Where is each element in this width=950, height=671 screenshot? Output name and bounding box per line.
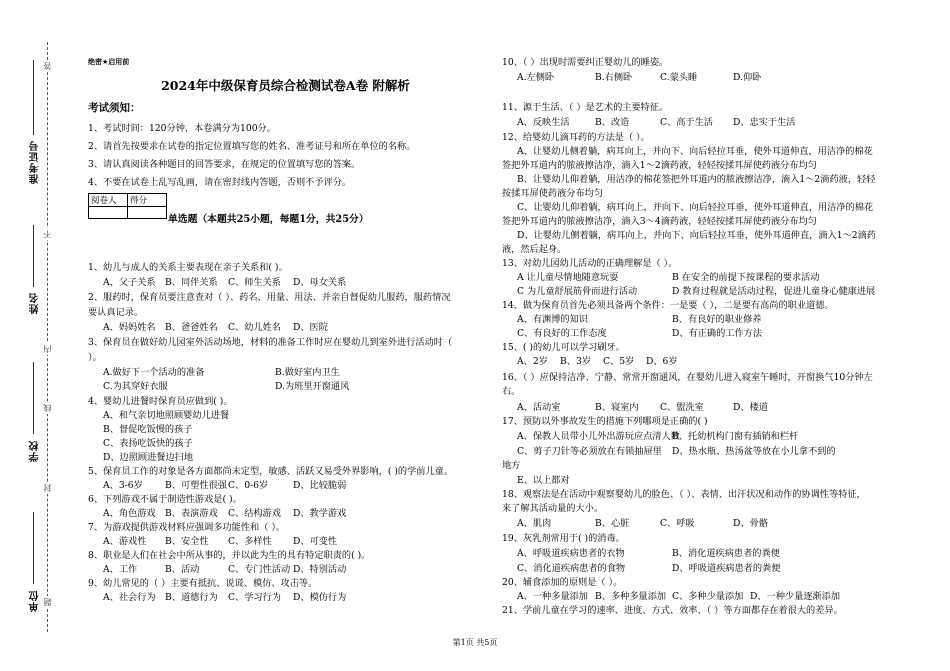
answer-option: D、热水瓶、热汤盆等放在小儿拿不到的 xyxy=(672,446,836,457)
answer-option: C、呼吸 xyxy=(660,518,695,529)
question-text: 签把外耳道内的脓液擦洁净，滴入3～4滴药液，轻轻按揉耳屏使药液分布均匀 xyxy=(502,216,817,227)
question-text: 要认真记录。 xyxy=(88,307,144,318)
answer-option: D、教学游戏 xyxy=(293,508,347,519)
answer-option: B、3岁 xyxy=(560,356,591,367)
question-text: 20、辅食添加的原则是（ ）。 xyxy=(502,577,623,588)
question-text: 5、保育员工作的对象是各方面都尚未定型，敏感、活跃又易受外界影响，( )的学前儿童。 xyxy=(88,466,454,477)
seal-word: 题 xyxy=(43,598,52,606)
answer-option: C、表扬吃饭快的孩子 xyxy=(103,438,193,449)
answer-option: A、呼吸道疾病患者的衣物 xyxy=(517,548,625,559)
question-text: 液，然后起身。 xyxy=(502,244,567,255)
question-text: 12、给婴幼儿滴耳药的方法是（ ）。 xyxy=(502,132,650,143)
confidential-mark: 绝密★启用前 xyxy=(88,58,130,66)
answer-option: C、有良好的工作态度 xyxy=(517,328,607,339)
answer-option: C、学习行为 xyxy=(228,592,281,603)
school-blank[interactable] xyxy=(33,362,34,434)
seal-line xyxy=(47,42,48,632)
answer-option: A、社会行为 xyxy=(103,592,156,603)
answer-option: C、0-6岁 xyxy=(228,480,269,491)
question-text: 6、下列游戏不属于制造性游戏是( )。 xyxy=(88,494,242,505)
answer-option: D、让婴幼儿侧着躺，病耳向上，并向下、向后轻拉耳垂，使外耳道伸直，滴入1～2滴药 xyxy=(517,230,876,241)
question-text: 4、婴幼儿进餐时保育员应做到( )。 xyxy=(88,396,233,407)
answer-option: A、保教人员带小儿外出游玩应点清人数 xyxy=(517,431,680,442)
answer-option: A、父子关系 xyxy=(103,277,156,288)
answer-option: B、心脏 xyxy=(595,518,630,529)
answer-option: C、让婴幼儿仰着躺，病耳向上，并向下、向后轻拉耳垂，使外耳道伸直，用洁净的棉花 xyxy=(517,202,874,213)
question-text: 地方 xyxy=(502,460,521,471)
answer-option: C 为儿童舒展筋骨而进行活动 xyxy=(517,286,638,297)
answer-option: C、剪子刀针等必须放在有锁抽屉里 xyxy=(517,446,662,457)
question-text: 21、学前儿童在学习的速率、进度、方式、效率、（ ）等方面都存在着很大的差异。 xyxy=(502,605,843,616)
answer-option: D、骨骼 xyxy=(733,518,768,529)
seal-word: 线 xyxy=(43,404,52,412)
answer-option: A、游戏性 xyxy=(103,536,147,547)
answer-option: A、妈妈姓名 xyxy=(103,322,156,333)
answer-option: A、一种多量添加 xyxy=(517,591,588,602)
question-text: ）。 xyxy=(88,352,102,363)
answer-option: D、特别活动 xyxy=(293,564,347,575)
answer-option: C.蒙头睡 xyxy=(660,72,698,83)
answer-option: B、寝室内 xyxy=(595,402,639,413)
score-box xyxy=(88,193,167,219)
answer-option: B.右侧卧 xyxy=(595,72,633,83)
question-text: 3、保育员在做好幼儿园室外活动场地，材料的准备工作时应在婴幼儿到室外进行活动时（ xyxy=(88,337,453,348)
answer-option: B、表演游戏 xyxy=(165,508,218,519)
question-text: 15、( )的幼儿可以学习刷牙。 xyxy=(502,342,625,353)
question-text: 右。 xyxy=(502,386,521,397)
answer-option: D、有正确的工作方法 xyxy=(672,328,763,339)
answer-option: D、可变性 xyxy=(293,536,338,547)
answer-option: C、高于生活 xyxy=(660,117,713,128)
answer-option: D、一种少量逐渐添加 xyxy=(750,591,841,602)
seal-word: 答 xyxy=(43,62,52,70)
answer-option: A.左侧卧 xyxy=(517,72,555,83)
answer-option: B、同伴关系 xyxy=(165,277,218,288)
answer-option: A、活动室 xyxy=(517,402,561,413)
notice-heading: 考试须知： xyxy=(88,102,141,114)
answer-option: B、多种多量添加 xyxy=(595,591,667,602)
answer-option: B、消化道疾病患者的粪便 xyxy=(672,548,780,559)
answer-option: A、有渊博的知识 xyxy=(517,314,588,325)
answer-option: C、专门性活动 xyxy=(228,564,291,575)
reviewer-label: 阅卷人 xyxy=(89,194,128,207)
page-footer: 第1页 共5页 xyxy=(452,638,498,647)
answer-option: B、爸爸姓名 xyxy=(165,322,218,333)
question-text: 8、职业是人们在社会中所从事的，并以此为生的具有特定职责的( )。 xyxy=(88,550,371,561)
question-text: 16、（ ）应保持洁净、宁静、常常开窗通风，在婴幼儿进入寝室午睡时，开窗换气10分钟左 xyxy=(502,372,873,383)
answer-option: B 在安全的前提下按课程的要求活动 xyxy=(672,272,820,283)
answer-option: B、安全性 xyxy=(165,536,209,547)
question-text: 按揉耳屏使药液分布均匀 xyxy=(502,188,604,199)
region-blank[interactable] xyxy=(33,512,34,584)
answer-option: B、让婴幼儿仰着躺，用洁净的棉花签把外耳道内的脓液擦洁净，滴入1～2滴药液，轻轻 xyxy=(517,174,876,185)
answer-option: C、师生关系 xyxy=(228,277,281,288)
answer-option: A.做好下一个活动的准备 xyxy=(103,367,205,378)
answer-option: D.仰卧 xyxy=(733,72,762,83)
question-text: 9、幼儿常见的（ ）主要有抵抗、说谎、模仿、攻击等。 xyxy=(88,578,318,589)
region-label: 单位 xyxy=(30,590,41,612)
question-text: 19、灰乳剂常用于( )的消毒。 xyxy=(502,533,625,544)
answer-option: C、多样性 xyxy=(228,536,272,547)
answer-option: B、有良好的职业修养 xyxy=(672,314,762,325)
answer-option: D、呼吸道疾病患者的粪便 xyxy=(672,563,781,574)
answer-option: D、医院 xyxy=(293,322,328,333)
answer-option: B、可塑性很强 xyxy=(165,480,227,491)
answer-option: D、忠实于生活 xyxy=(733,117,796,128)
answer-option: B、道德行为 xyxy=(165,592,218,603)
answer-option: A、让婴幼儿侧着躺，病耳向上，并向下、向后轻拉耳垂，使外耳道伸直，用洁净的棉花 xyxy=(517,146,873,157)
answer-option: D、6岁 xyxy=(646,356,678,367)
answer-option: C、盥洗室 xyxy=(660,402,704,413)
section-heading: 单选题（本题共25小题，每题1分，共25分） xyxy=(168,214,369,225)
answer-option: B、活动 xyxy=(165,564,200,575)
answer-option: C、5岁 xyxy=(603,356,635,367)
answer-option: D、模仿行为 xyxy=(293,592,347,603)
exam-id-blank[interactable] xyxy=(33,60,34,135)
name-label: 姓名 xyxy=(30,292,41,314)
question-text: 签把外耳道内的脓液擦洁净，滴入1～2滴药液，轻轻按揉耳屏使药液分布均匀 xyxy=(502,160,817,171)
question-text: 10、（ ）出现时需要纠正婴幼儿的睡姿。 xyxy=(502,57,669,68)
answer-option: B、督促吃饭慢的孩子 xyxy=(103,424,193,435)
answer-option: A、肌肉 xyxy=(517,518,552,529)
question-text: 17、预防以外事故发生的措施下列哪项是正确的( ) xyxy=(502,416,708,427)
notice-item: 1、考试时间：120分钟，本卷满分为100分。 xyxy=(88,123,276,134)
answer-option: D、边照顾进餐边扫地 xyxy=(103,452,194,463)
question-text: 7、为游戏提供游戏材料应强调多功能性和（ ）。 xyxy=(88,522,286,533)
answer-option: A、和气亲切地照顾婴幼儿进餐 xyxy=(103,410,230,421)
answer-option: B、托幼机构门窗有插销和栏杆 xyxy=(672,431,799,442)
answer-option: D.为班里开窗通风 xyxy=(275,381,350,392)
seal-word: 封 xyxy=(43,484,52,492)
answer-option: A 让儿童尽情地随意玩耍 xyxy=(517,272,619,283)
answer-option: B.做好室内卫生 xyxy=(275,367,340,378)
answer-option: A、3-6岁 xyxy=(103,480,143,491)
page-title: 2024年中级保育员综合检测试卷A卷 附解析 xyxy=(161,78,410,93)
score-cell[interactable] xyxy=(128,207,167,219)
answer-option: D、母女关系 xyxy=(293,277,347,288)
binding-margin xyxy=(0,0,60,671)
answer-option: A、角色游戏 xyxy=(103,508,156,519)
question-text: 2、服药时，保育员要注意查对（ ）、药名、用量、用法、并亲自督促幼儿服药，服药情况 xyxy=(88,292,451,303)
name-blank[interactable] xyxy=(33,225,34,287)
notice-item: 2、请首先按要求在试卷的指定位置填写您的姓名、准考证号和所在单位的名称。 xyxy=(88,141,416,152)
question-text: 11、源于生活、（ ）是艺术的主要特征。 xyxy=(502,102,669,113)
score-label: 得分 xyxy=(128,194,167,207)
answer-option: A、工作 xyxy=(103,564,138,575)
answer-option: D 教育过程就是活动过程，促进儿童身心健康进展 xyxy=(672,286,876,297)
answer-option: C、幼儿姓名 xyxy=(228,322,281,333)
question-text: 18、观察法是在活动中观察婴幼儿的脸色、（ ）、表情、出汗状况和动作的协调性等特征， xyxy=(502,489,866,500)
notice-item: 4、不要在试卷上乱写乱画，请在密封线内答题，否则不予评分。 xyxy=(88,177,352,188)
answer-option: C、消化道疾病患者的食物 xyxy=(517,563,626,574)
school-label: 学校 xyxy=(30,440,41,462)
seal-word: 不 xyxy=(43,230,52,238)
answer-option: A、2岁 xyxy=(517,356,548,367)
answer-option: C.为其穿好衣服 xyxy=(103,381,168,392)
answer-option: C、结构游戏 xyxy=(228,508,281,519)
notice-item: 3、请认真阅读各种题目的回答要求，在规定的位置填写您的答案。 xyxy=(88,159,361,170)
reviewer-cell[interactable] xyxy=(89,207,128,219)
answer-option: B、改造 xyxy=(595,117,630,128)
answer-option: C、多种少量添加 xyxy=(672,591,744,602)
question-text: 1、幼儿与成人的关系主要表现在亲子关系和( )。 xyxy=(88,262,288,273)
answer-option: D、比较脆弱 xyxy=(293,480,347,491)
answer-option: A、反映生活 xyxy=(517,117,570,128)
question-text: 13、对幼儿园幼儿活动的正确理解是（ ）。 xyxy=(502,258,678,269)
exam-id-label: 准考证号 xyxy=(30,140,41,184)
question-text: 来了解其活动量的大小。 xyxy=(502,503,604,514)
answer-option: D、楼道 xyxy=(733,402,768,413)
seal-word: 内 xyxy=(43,345,52,353)
answer-option: E、以上都对 xyxy=(517,475,570,486)
question-text: 14、做为保育员首先必须具备两个条件：一是要（ ），二是要有高尚的职业道德。 xyxy=(502,300,834,311)
